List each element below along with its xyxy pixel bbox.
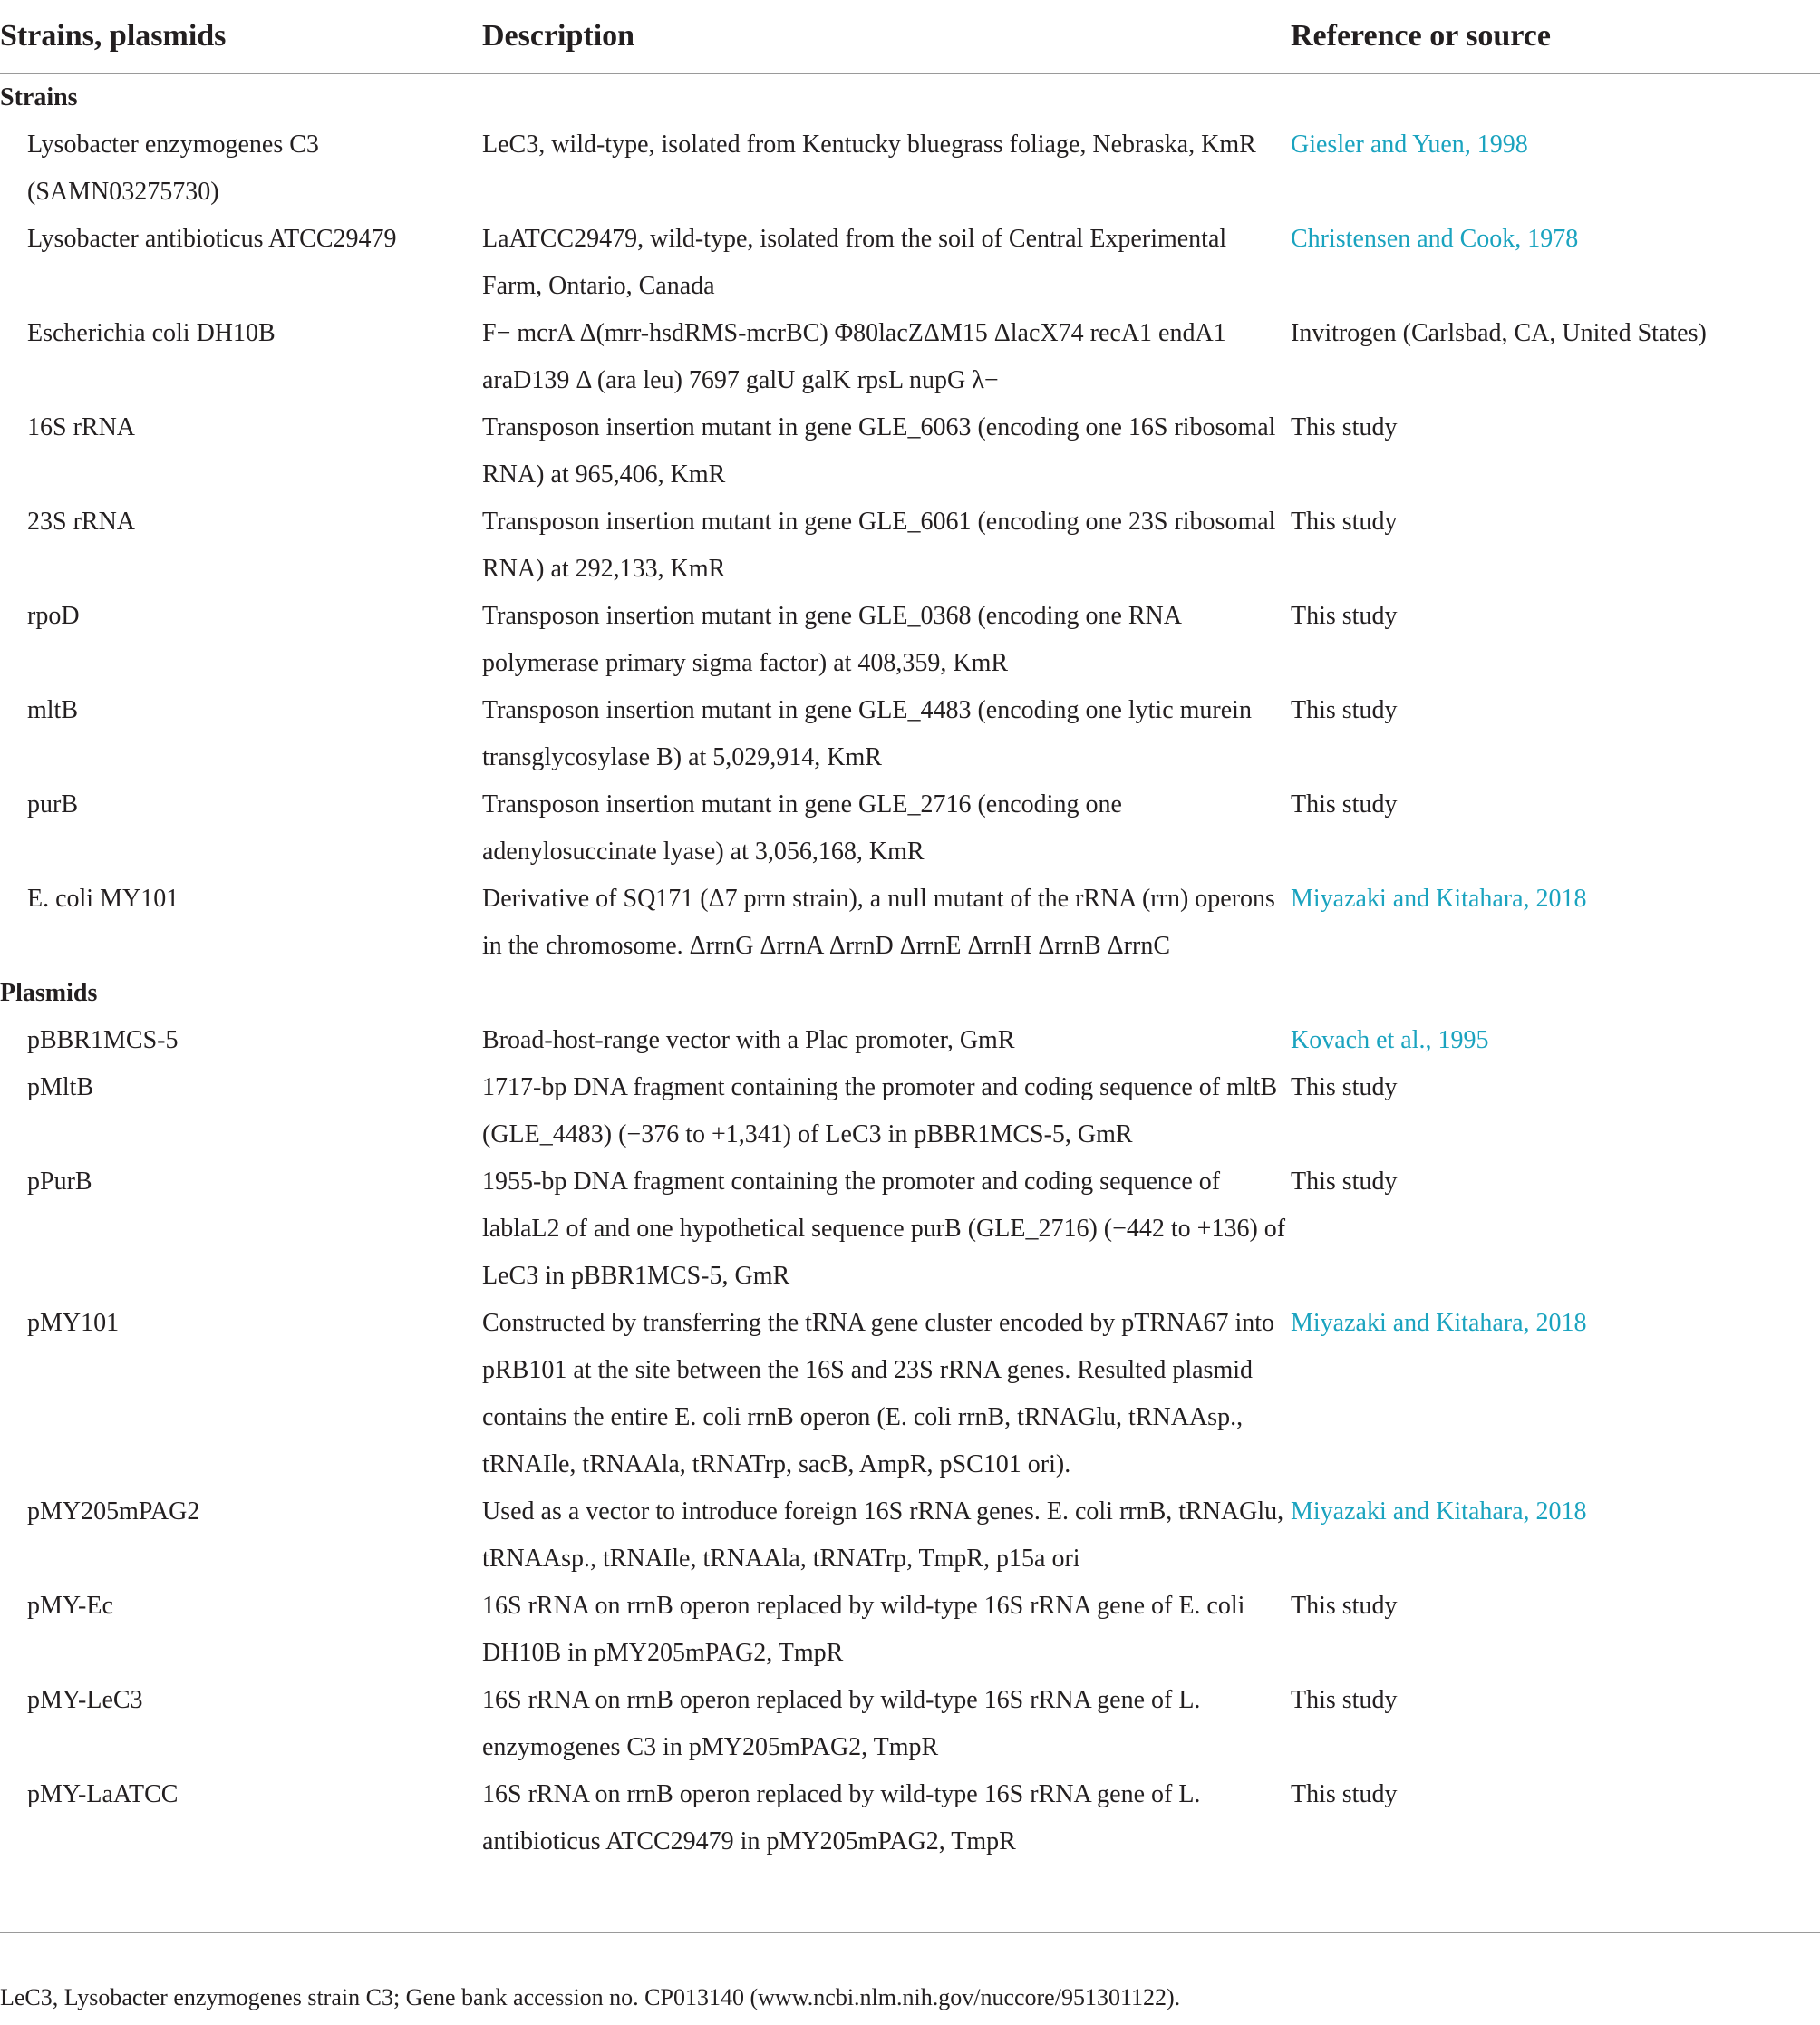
cell-name: pMY-LeC3 xyxy=(27,1686,143,1714)
cell-description: Transposon insertion mutant in gene GLE_4483 (encoding one lytic murein transglycosylase B) at 5,029,914, KmR xyxy=(482,696,1252,771)
cell-reference: This study xyxy=(1291,508,1398,536)
cell-reference: This study xyxy=(1291,413,1398,441)
cell-name: pPurB xyxy=(27,1168,92,1196)
cell-name: mltB xyxy=(27,696,79,724)
reference-link[interactable]: Kovach et al., 1995 xyxy=(1291,1026,1489,1054)
cell-reference: This study xyxy=(1291,602,1398,630)
table-row xyxy=(0,216,1820,310)
cell-description: Transposon insertion mutant in gene GLE_2716 (encoding one adenylosuccinate lyase) at 3,056,168, KmR xyxy=(482,790,1122,866)
table-row xyxy=(0,121,1820,216)
cell-description: 1717-bp DNA fragment containing the promoter and coding sequence of mltB (GLE_4483) (−376 to +1,341) of LeC3 in pBBR1MCS-5, GmR xyxy=(482,1073,1278,1148)
table-row xyxy=(0,1771,1820,1865)
cell-reference: This study xyxy=(1291,696,1398,724)
cell-reference: Invitrogen (Carlsbad, CA, United States) xyxy=(1291,319,1707,347)
header-strains-plasmids: Strains, plasmids xyxy=(0,0,482,73)
cell-name: Escherichia coli DH10B xyxy=(27,319,276,347)
cell-reference: This study xyxy=(1291,1686,1398,1714)
cell-description: Transposon insertion mutant in gene GLE_6061 (encoding one 23S ribosomal RNA) at 292,133, KmR xyxy=(482,508,1276,583)
reference-link[interactable]: Miyazaki and Kitahara, 2018 xyxy=(1291,1497,1587,1526)
cell-reference: This study xyxy=(1291,790,1398,819)
header-description: Description xyxy=(482,0,1291,73)
cell-name: E. coli MY101 xyxy=(27,885,179,913)
table-row xyxy=(0,1064,1820,1158)
cell-description: F− mcrA Δ(mrr-hsdRMS-mcrBC) Φ80lacZΔM15 ΔlacX74 recA1 endA1 araD139 Δ (ara leu) 7697 galU galK rpsL nupG λ− xyxy=(482,319,1226,394)
table-row xyxy=(0,781,1820,876)
cell-name: 16S rRNA xyxy=(27,413,136,441)
cell-name: pMY205mPAG2 xyxy=(27,1497,200,1526)
cell-description: Transposon insertion mutant in gene GLE_0368 (encoding one RNA polymerase primary sigma factor) at 408,359, KmR xyxy=(482,602,1181,677)
cell-reference: This study xyxy=(1291,1073,1398,1101)
header-reference: Reference or source xyxy=(1291,0,1820,73)
table-row xyxy=(0,1158,1820,1300)
cell-name: purB xyxy=(27,790,78,819)
table-row xyxy=(0,310,1820,404)
section-header-row xyxy=(0,73,1820,121)
table-row xyxy=(0,1583,1820,1677)
cell-reference: This study xyxy=(1291,1168,1398,1196)
section-header-row xyxy=(0,970,1820,1017)
section-title: Plasmids xyxy=(0,979,98,1007)
cell-name: rpoD xyxy=(27,602,80,630)
table-row xyxy=(0,593,1820,687)
cell-description: Broad-host-range vector with a Plac promoter, GmR xyxy=(482,1026,1015,1054)
table-row xyxy=(0,1017,1820,1064)
cell-description: LeC3, wild-type, isolated from Kentucky bluegrass foliage, Nebraska, KmR xyxy=(482,131,1256,159)
cell-description: 16S rRNA on rrnB operon replaced by wild-type 16S rRNA gene of E. coli DH10B in pMY205mPAG2, TmpR xyxy=(482,1592,1245,1667)
table-row xyxy=(0,1488,1820,1583)
table-row xyxy=(0,876,1820,970)
table-row xyxy=(0,404,1820,499)
cell-name: pMY-LaATCC xyxy=(27,1780,179,1808)
footer-rule xyxy=(0,1932,1820,1933)
cell-description: LaATCC29479, wild-type, isolated from the soil of Central Experimental Farm, Ontario, Canada xyxy=(482,225,1227,300)
cell-reference: This study xyxy=(1291,1780,1398,1808)
reference-link[interactable]: Giesler and Yuen, 1998 xyxy=(1291,131,1528,159)
cell-description: Transposon insertion mutant in gene GLE_6063 (encoding one 16S ribosomal RNA) at 965,406, KmR xyxy=(482,413,1276,489)
table-footnote: LeC3, Lysobacter enzymogenes strain C3; Gene bank accession no. CP013140 (www.ncbi.nlm.nih.gov/nuccore/951301122). xyxy=(0,1984,1181,2010)
cell-name: pBBR1MCS-5 xyxy=(27,1026,179,1054)
reference-link[interactable]: Christensen and Cook, 1978 xyxy=(1291,225,1579,253)
section-title: Strains xyxy=(0,83,78,111)
table-header-row xyxy=(0,0,1820,73)
cell-name: pMltB xyxy=(27,1073,94,1101)
table-row xyxy=(0,1300,1820,1488)
cell-reference: This study xyxy=(1291,1592,1398,1620)
cell-description: 1955-bp DNA fragment containing the promoter and coding sequence of lablaL2 of and one hypothetical sequence purB (GLE_2716) (−442 to +136) of LeC3 in pBBR1MCS-5, GmR xyxy=(482,1168,1286,1290)
cell-name: 23S rRNA xyxy=(27,508,136,536)
reference-link[interactable]: Miyazaki and Kitahara, 2018 xyxy=(1291,1309,1587,1337)
cell-name: pMY101 xyxy=(27,1309,120,1337)
table-row xyxy=(0,499,1820,593)
cell-description: 16S rRNA on rrnB operon replaced by wild-type 16S rRNA gene of L. antibioticus ATCC29479 in pMY205mPAG2, TmpR xyxy=(482,1780,1201,1855)
cell-description: Derivative of SQ171 (Δ7 prrn strain), a null mutant of the rRNA (rrn) operons in the chromosome. ΔrrnG ΔrrnA ΔrrnD ΔrrnE ΔrrnH ΔrrnB ΔrrnC xyxy=(482,885,1275,960)
table-row xyxy=(0,687,1820,781)
cell-name: Lysobacter enzymogenes C3 (SAMN03275730) xyxy=(27,131,319,206)
cell-description: Used as a vector to introduce foreign 16S rRNA genes. E. coli rrnB, tRNAGlu, tRNAAsp., tRNAIle, tRNAAla, tRNATrp, TmpR, p15a ori xyxy=(482,1497,1284,1573)
cell-name: pMY-Ec xyxy=(27,1592,113,1620)
cell-description: Constructed by transferring the tRNA gene cluster encoded by pTRNA67 into pRB101 at the site between the 16S and 23S rRNA genes. Resulted plasmid contains the entire E. coli rrnB operon (E. coli rrnB, tRNAGlu, tRNAAsp., tRNAIle, tRNAAla, tRNATrp, sacB, AmpR, pSC101 ori). xyxy=(482,1309,1275,1478)
cell-name: Lysobacter antibioticus ATCC29479 xyxy=(27,225,397,253)
cell-description: 16S rRNA on rrnB operon replaced by wild-type 16S rRNA gene of L. enzymogenes C3 in pMY205mPAG2, TmpR xyxy=(482,1686,1201,1761)
table-row xyxy=(0,1677,1820,1771)
reference-link[interactable]: Miyazaki and Kitahara, 2018 xyxy=(1291,885,1587,913)
